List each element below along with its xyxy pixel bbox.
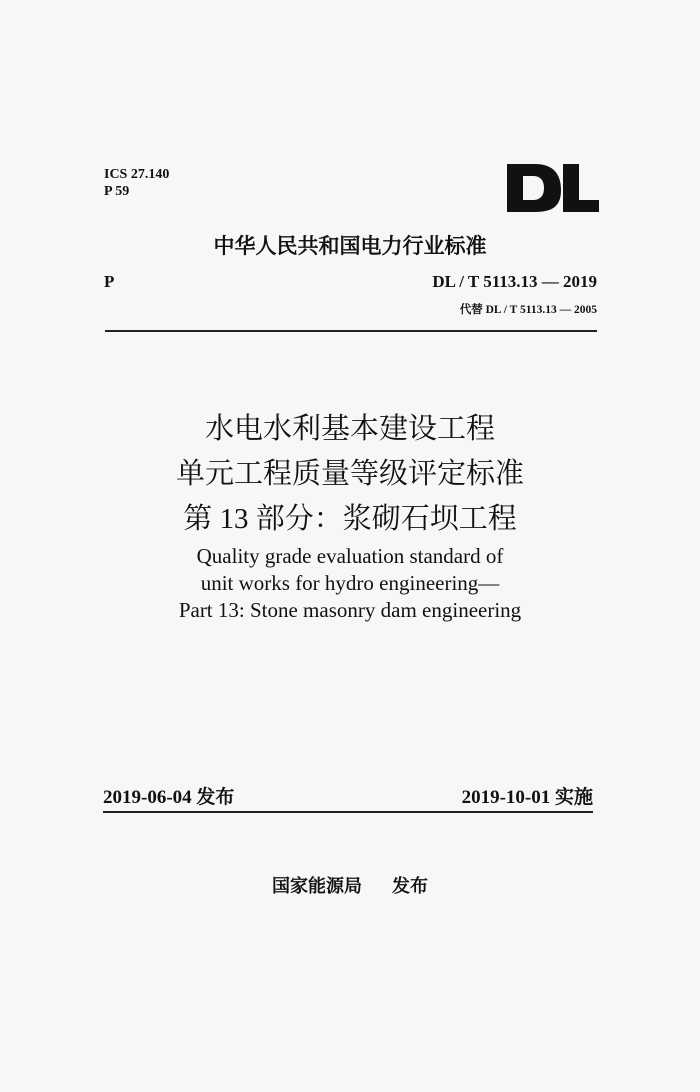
issuer-name: 国家能源局 [272, 876, 362, 897]
header-divider [105, 330, 597, 332]
title-en-line-1: Quality grade evaluation standard of [196, 544, 504, 568]
p-code: P 59 [104, 184, 130, 199]
title-cn-line-1: 水电水利基本建设工程 [204, 413, 495, 445]
title-en-line-2: unit works for hydro engineering— [200, 571, 500, 595]
classification-code: P [104, 272, 115, 291]
effective-date: 2019-10-01 实施 [461, 787, 593, 808]
ics-code: ICS 27.140 [104, 167, 170, 182]
title-en-line-3: Part 13: Stone masonry dam engineering [178, 598, 522, 622]
issuer-action: 发布 [392, 876, 428, 897]
ics-block [104, 166, 169, 200]
title-cn-line-3: 第 13 部分：浆砌石坝工程 [183, 503, 517, 535]
footer-divider [103, 811, 593, 813]
replaces-standard: 代替 DL / T 5113.13 — 2005 [459, 304, 597, 316]
issuer-line [0, 872, 700, 898]
dl-logo [505, 160, 601, 216]
organization-heading: 中华人民共和国电力行业标准 [213, 234, 487, 258]
title-cn-line-2: 单元工程质量等级评定标准 [175, 458, 524, 490]
publish-date: 2019-06-04 发布 [103, 787, 235, 808]
standard-number: DL / T 5113.13 — 2019 [432, 272, 597, 291]
